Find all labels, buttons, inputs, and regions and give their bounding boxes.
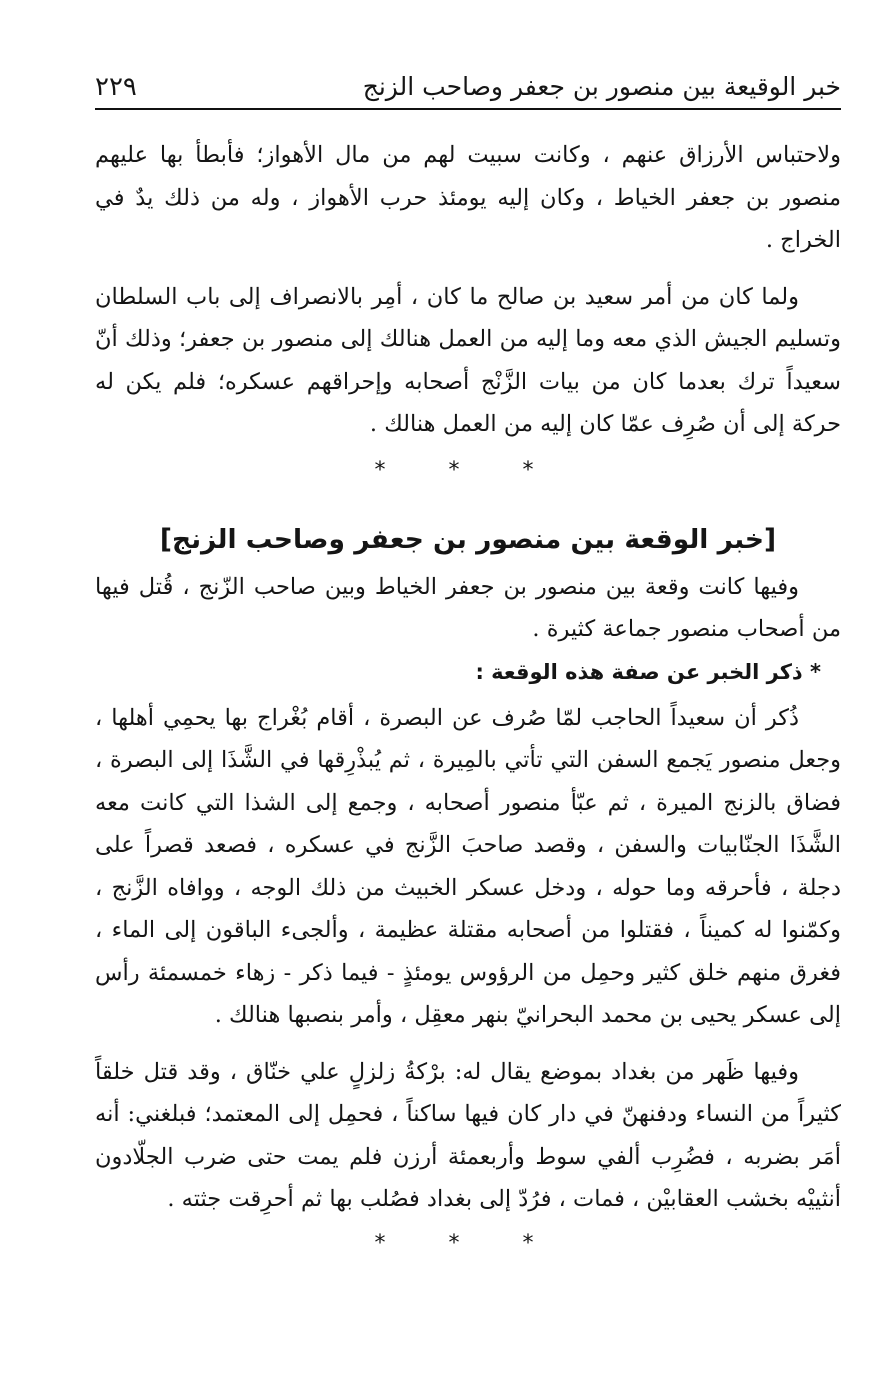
header-rule [95,108,841,110]
paragraph: ذُكر أن سعيداً الحاجب لمّا صُرف عن البصرة ، أقام بُغْراج بها يحمِي أهلها ، وجعل منصور يَجمع السفن التي تأتي بالمِيرة ، ثم يُبذْرِقها في الشَّذَا إلى البصرة ، فضاق بالزنج الميرة ، ثم عبّأ منصور أصحابه ، وجمع إلى الشذا التي كانت معه الشَّذَا الجنّابيات والسفن ، وقصد صاحبَ الزَّنج في عسكره ، فصعد قصراً على دجلة ، فأحرقه وما حوله ، ودخل عسكر الخبيث من ذلك الوجه ، ووافاه الزَّنج ، وكمّنوا له كميناً ، فقتلوا من أصحابه مقتلة عظيمة ، وألجىء الباقون إلى الماء ، فغرق منهم خلق كثير وحمِل من الرؤوس يومئذٍ - فيما ذكر - زهاء خمسمئة رأس إلى عسكر يحيى بن محمد البحرانيّ بنهر معقِل ، وأمر بنصبها هنالك . [95,704,841,1028]
section-heading: [خبر الوقعة بين منصور بن جعفر وصاحب الزنج] [159,523,777,555]
section-separator: * * * [374,1230,562,1256]
sub-heading: * ذكر الخبر عن صفة هذه الوقعة : [475,659,821,684]
section-separator: * * * [374,457,562,483]
page-number: ٢٢٩ [95,72,137,102]
paragraph: وفيها ظَهر من بغداد بموضع يقال له: برْكةُ زلزلٍ علي خنّاق ، وقد قتل خلقاً كثيراً من النساء ودفنهنّ في دار كان فيها ساكناً ، فحمِل إلى المعتمد؛ فبلغني: أنه أمَر بضربه ، فضُرِب ألفي سوط وأربعمئة أرزن فلم يمت حتى ضرب الجلّادون أنثييْه بخشب العقابيْن ، فمات ، فرُدّ إلى بغداد فصُلب بها ثم أحرِقت جثته . [95,1058,841,1212]
paragraph: ولما كان من أمر سعيد بن صالح ما كان ، أمِر بالانصراف إلى باب السلطان وتسليم الجيش الذي معه وما إليه من العمل هنالك إلى منصور بن جعفر؛ وذلك أنّ سعيداً ترك بعدما كان من بيات الزَّنْج أصحابه وإحراقهم عسكره؛ فلم يكن له حركة إلى أن صُرِف عمّا كان إليه من العمل هنالك . [95,283,841,437]
running-title: خبر الوقيعة بين منصور بن جعفر وصاحب الزنج [362,72,841,101]
page-body [95,134,841,1261]
running-header [95,68,841,108]
paragraph: ولاحتباس الأرزاق عنهم ، وكانت سبيت لهم من مال الأهواز؛ فأبطأ بها عليهم منصور بن جعفر الخياط ، وكان إليه يومئذ حرب الأهواز ، وله من ذلك يدٌ في الخراج . [95,142,841,253]
paragraph: وفيها كانت وقعة بين منصور بن جعفر الخياط وبين صاحب الزّنج ، قُتل فيها من أصحاب منصور جماعة كثيرة . [95,573,841,642]
